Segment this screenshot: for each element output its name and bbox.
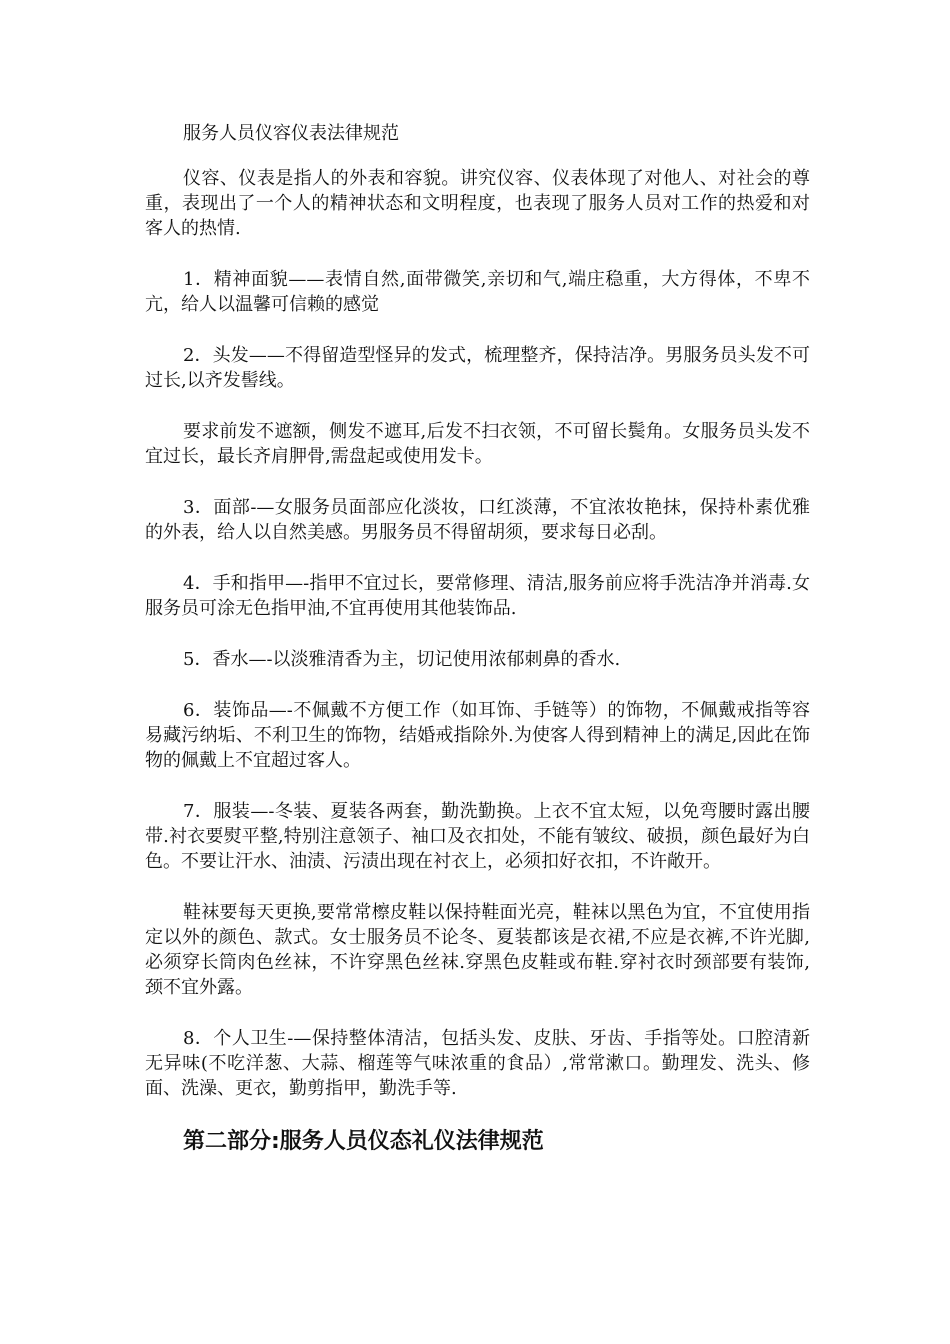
item-shoes-socks: 鞋袜要每天更换,要常常檫皮鞋以保持鞋面光亮，鞋袜以黑色为宜，不宜使用指定以外的颜色、款式。女士服务员不论冬、夏装都该是衣裙,不应是衣裤,不许光脚,必须穿长筒肉色丝袜，不许穿黑色丝袜.穿黑色皮鞋或布鞋.穿衬衣时颈部要有装饰,颈不宜外露。: [145, 902, 810, 998]
document-title: 服务人员仪容仪表法律规范: [183, 123, 399, 144]
intro-paragraph: 仪容、仪表是指人的外表和容貌。讲究仪容、仪表体现了对他人、对社会的尊重，表现出了一个人的精神状态和文明程度，也表现了服务人员对工作的热爱和对客人的热情.: [145, 168, 810, 239]
item-perfume: 5．香水—-以淡雅清香为主，切记使用浓郁刺鼻的香水.: [183, 649, 621, 670]
item-accessories: 6．装饰品—-不佩戴不方便工作（如耳饰、手链等）的饰物，不佩戴戒指等容易藏污纳垢、不利卫生的饰物，结婚戒指除外.为使客人得到精神上的满足,因此在饰物的佩戴上不宜超过客人。: [145, 700, 810, 771]
item-clothing: 7．服装—-冬装、夏装各两套，勤洗勤换。上衣不宜太短，以免弯腰时露出腰带.衬衣要熨平整,特别注意领子、袖口及衣扣处，不能有皱纹、破损，颜色最好为白色。不要让汗水、油渍、污渍出现在衬衣上，必须扣好衣扣，不许敞开。: [145, 801, 810, 872]
item-hair: 2．头发——不得留造型怪异的发式，梳理整齐，保持洁净。男服务员头发不可过长,以齐发髻线。: [145, 345, 810, 391]
item-hair-detail: 要求前发不遮额，侧发不遮耳,后发不扫衣领，不可留长鬓角。女服务员头发不宜过长，最长齐肩胛骨,需盘起或使用发卡。: [145, 421, 810, 467]
document-body: [145, 121, 810, 1157]
item-hygiene: 8．个人卫生-—保持整体清洁，包括头发、皮肤、牙齿、手指等处。口腔清新无异味(不吃洋葱、大蒜、榴莲等气味浓重的食品）,常常漱口。勤理发、洗头、修面、洗澡、更衣，勤剪指甲，勤洗手等.: [145, 1028, 810, 1099]
item-hands-nails: 4．手和指甲—-指甲不宜过长，要常修理、清洁,服务前应将手洗洁净并消毒.女服务员可涂无色指甲油,不宜再使用其他装饰品.: [145, 573, 810, 619]
item-demeanor: 1．精神面貌——表情自然,面带微笑,亲切和气,端庄稳重，大方得体，不卑不亢，给人以温馨可信赖的感觉: [145, 269, 810, 315]
item-face: 3．面部-—女服务员面部应化淡妆，口红淡薄，不宜浓妆艳抹，保持朴素优雅的外表，给人以自然美感。男服务员不得留胡须，要求每日必刮。: [145, 497, 810, 543]
section-heading: 第二部分:服务人员仪态礼仪法律规范: [183, 1129, 544, 1154]
